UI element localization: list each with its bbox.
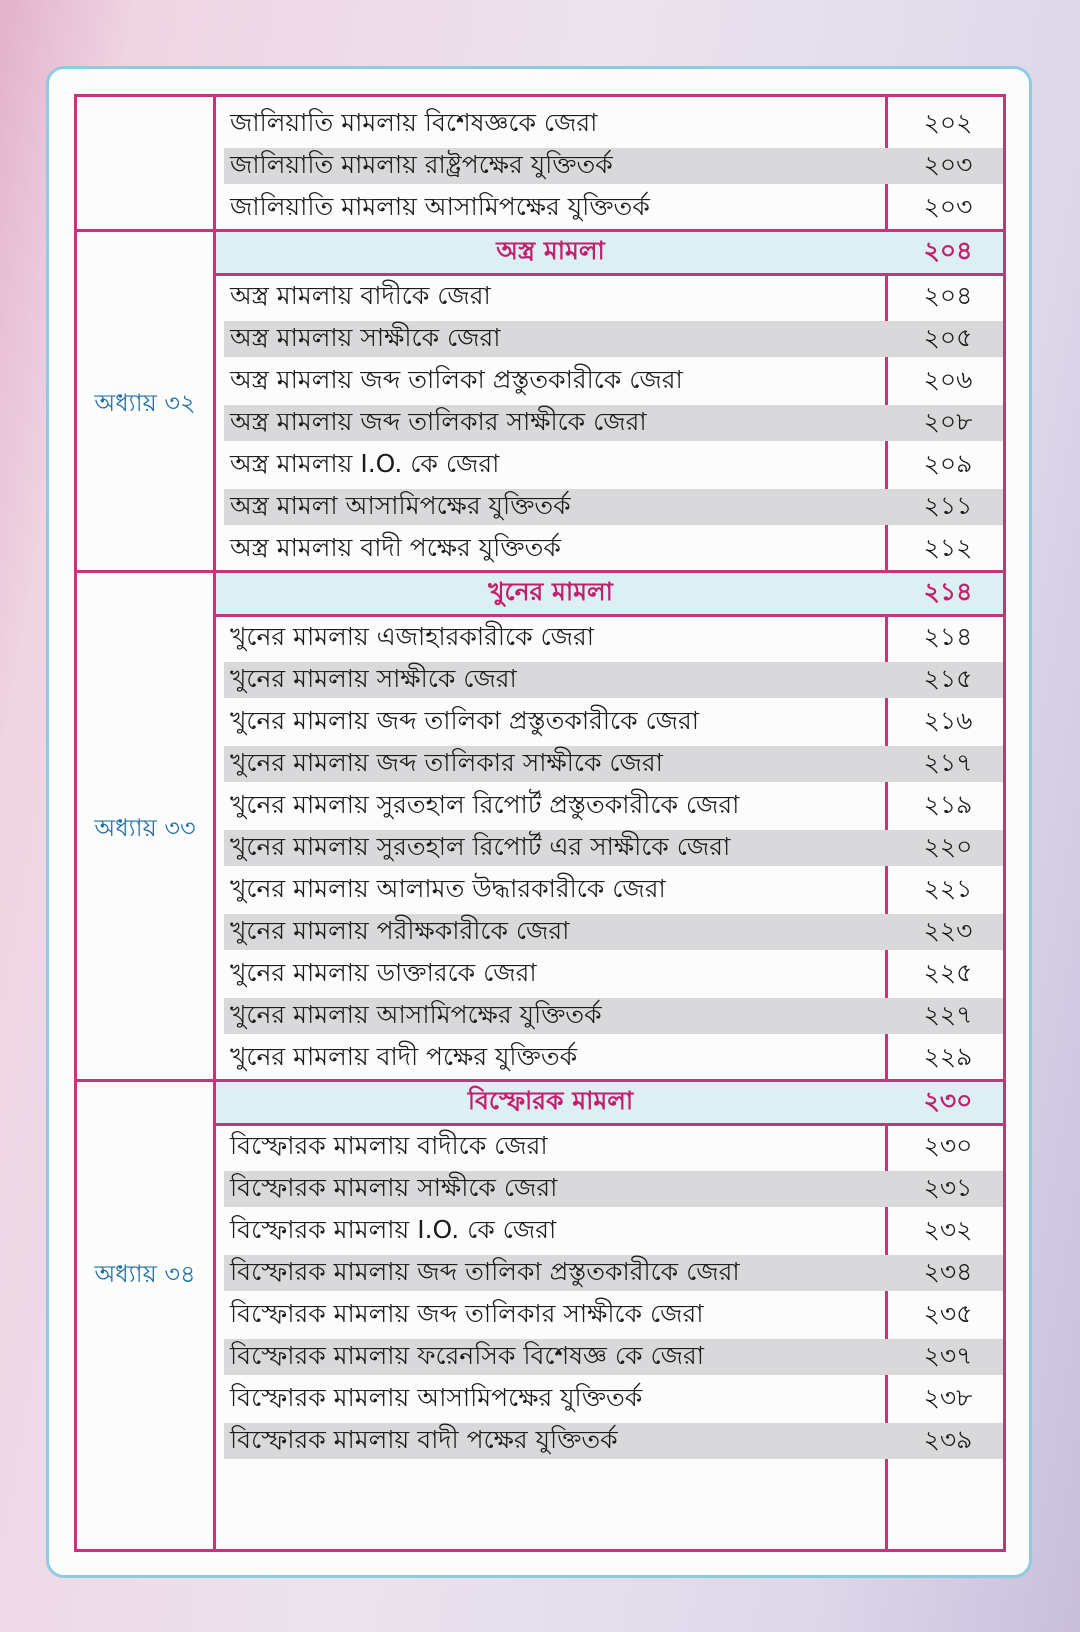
entry-title: খুনের মামলায় সাক্ষীকে জেরা <box>230 663 517 693</box>
entry-page-number: ২১৯ <box>923 789 973 819</box>
entry-title: জালিয়াতি মামলায় বিশেষজ্ঞকে জেরা <box>230 107 598 137</box>
entry-page-number: ২৩৯ <box>923 1424 973 1454</box>
toc-entry[interactable] <box>216 953 1003 995</box>
toc-entry[interactable] <box>216 1168 1003 1210</box>
entry-page-number: ২৩৫ <box>923 1298 973 1328</box>
entry-title: জালিয়াতি মামলায় আসামিপক্ষের যুক্তিতর্ক <box>230 191 650 221</box>
entry-title: খুনের মামলায় আসামিপক্ষের যুক্তিতর্ক <box>230 999 602 1029</box>
toc-entry[interactable] <box>216 659 1003 701</box>
entry-page-number: ২০৩ <box>923 149 973 179</box>
entry-page-number: ২২০ <box>923 831 973 861</box>
entry-page-number: ২০৫ <box>923 322 973 352</box>
toc-entry[interactable] <box>216 187 1003 229</box>
entry-title: খুনের মামলায় সুরতহাল রিপোর্ট এর সাক্ষীকে জেরা <box>230 831 731 861</box>
toc-entry[interactable] <box>216 869 1003 911</box>
toc-entry[interactable] <box>216 1294 1003 1336</box>
section-heading-title: বিস্ফোরক মামলা <box>467 1086 634 1115</box>
entry-title: বিস্ফোরক মামলায় জব্দ তালিকা প্রস্তুতকারীকে জেরা <box>230 1256 740 1286</box>
toc-entry[interactable] <box>216 1126 1003 1168</box>
entry-page-number: ২৩৮ <box>923 1382 973 1412</box>
entry-title: বিস্ফোরক মামলায় বাদী পক্ষের যুক্তিতর্ক <box>230 1424 618 1454</box>
entry-page-number: ২১৪ <box>923 621 973 651</box>
entry-page-number: ২০৩ <box>923 191 973 221</box>
entry-page-number: ২০৪ <box>923 280 973 310</box>
toc-entry[interactable] <box>216 1420 1003 1462</box>
entry-title: খুনের মামলায় ডাক্তারকে জেরা <box>230 957 537 987</box>
section-heading[interactable] <box>216 232 1003 273</box>
toc-entry[interactable] <box>216 528 1003 570</box>
toc-entry[interactable] <box>216 1336 1003 1378</box>
toc-entry[interactable] <box>216 743 1003 785</box>
toc-entry[interactable] <box>216 1037 1003 1079</box>
section-heading[interactable] <box>216 573 1003 614</box>
entry-page-number: ২২৫ <box>923 957 973 987</box>
section-heading[interactable] <box>216 1082 1003 1123</box>
toc-entry[interactable] <box>216 276 1003 318</box>
toc-entry[interactable] <box>216 1252 1003 1294</box>
entry-title: খুনের মামলায় সুরতহাল রিপোর্ট প্রস্তুতকারীকে জেরা <box>230 789 740 819</box>
toc-entry[interactable] <box>216 444 1003 486</box>
section-heading-page: ২০৪ <box>923 236 973 265</box>
chapter-label: অধ্যায় ৩৪ <box>94 1260 196 1288</box>
toc-entry[interactable] <box>216 103 1003 145</box>
section-heading-page: ২৩০ <box>923 1086 973 1115</box>
entry-title: অস্ত্র মামলায় I.O. কে জেরা <box>230 448 500 478</box>
entry-page-number: ২২১ <box>923 873 973 903</box>
entry-title: অস্ত্র মামলায় সাক্ষীকে জেরা <box>230 322 501 352</box>
entry-title: খুনের মামলায় আলামত উদ্ধারকারীকে জেরা <box>230 873 666 903</box>
entry-page-number: ২১১ <box>923 490 973 520</box>
entry-page-number: ২১৫ <box>923 663 973 693</box>
toc-entry[interactable] <box>216 827 1003 869</box>
entry-page-number: ২৩২ <box>923 1214 973 1244</box>
entry-title: অস্ত্র মামলায় বাদী পক্ষের যুক্তিতর্ক <box>230 532 561 562</box>
entry-title: অস্ত্র মামলায় জব্দ তালিকার সাক্ষীকে জেরা <box>230 406 647 436</box>
section-heading-title: অস্ত্র মামলা <box>496 236 605 265</box>
entry-title: বিস্ফোরক মামলায় বাদীকে জেরা <box>230 1130 548 1160</box>
entry-page-number: ২১২ <box>923 532 973 562</box>
entry-page-number: ২১৭ <box>923 747 973 777</box>
entry-title: অস্ত্র মামলা আসামিপক্ষের যুক্তিতর্ক <box>230 490 571 520</box>
entry-title: জালিয়াতি মামলায় রাষ্ট্রপক্ষের যুক্তিতর্ক <box>230 149 613 179</box>
entry-page-number: ২৩০ <box>923 1130 973 1160</box>
toc-entry[interactable] <box>216 911 1003 953</box>
entry-page-number: ২০২ <box>923 107 973 137</box>
section-heading-title: খুনের মামলা <box>488 577 613 606</box>
entry-title: অস্ত্র মামলায় জব্দ তালিকা প্রস্তুতকারীকে জেরা <box>230 364 683 394</box>
entry-title: খুনের মামলায় বাদী পক্ষের যুক্তিতর্ক <box>230 1041 578 1071</box>
toc-entry[interactable] <box>216 617 1003 659</box>
entry-title: খুনের মামলায় জব্দ তালিকা প্রস্তুতকারীকে জেরা <box>230 705 700 735</box>
toc-entry[interactable] <box>216 701 1003 743</box>
entry-page-number: ২২৯ <box>923 1041 973 1071</box>
section-heading-page: ২১৪ <box>923 577 973 606</box>
entry-page-number: ২৩৭ <box>923 1340 973 1370</box>
entry-page-number: ২০৮ <box>923 406 973 436</box>
chapter-label: অধ্যায় ৩৩ <box>94 814 196 842</box>
toc-entry[interactable] <box>216 785 1003 827</box>
entry-title: বিস্ফোরক মামলায় জব্দ তালিকার সাক্ষীকে জেরা <box>230 1298 704 1328</box>
toc-entry[interactable] <box>216 1210 1003 1252</box>
entry-title: খুনের মামলায় এজাহারকারীকে জেরা <box>230 621 595 651</box>
entry-page-number: ২০৬ <box>923 364 973 394</box>
toc-entry[interactable] <box>216 995 1003 1037</box>
toc-entry[interactable] <box>216 402 1003 444</box>
entry-title: বিস্ফোরক মামলায় I.O. কে জেরা <box>230 1214 557 1244</box>
entry-page-number: ২৩৪ <box>923 1256 973 1286</box>
entry-title: অস্ত্র মামলায় বাদীকে জেরা <box>230 280 491 310</box>
entry-title: খুনের মামলায় পরীক্ষকারীকে জেরা <box>230 915 570 945</box>
chapter-label: অধ্যায় ৩২ <box>94 389 196 417</box>
toc-entry[interactable] <box>216 1378 1003 1420</box>
entry-page-number: ২২৩ <box>923 915 973 945</box>
entry-page-number: ২৩১ <box>923 1172 973 1202</box>
entry-title: বিস্ফোরক মামলায় ফরেনসিক বিশেষজ্ঞ কে জেরা <box>230 1340 704 1370</box>
toc-entry[interactable] <box>216 318 1003 360</box>
entry-title: বিস্ফোরক মামলায় সাক্ষীকে জেরা <box>230 1172 558 1202</box>
entry-page-number: ২১৬ <box>923 705 973 735</box>
contents-table <box>74 94 1006 1552</box>
toc-entry[interactable] <box>216 145 1003 187</box>
entry-page-number: ২২৭ <box>923 999 973 1029</box>
entry-title: খুনের মামলায় জব্দ তালিকার সাক্ষীকে জেরা <box>230 747 663 777</box>
entry-title: বিস্ফোরক মামলায় আসামিপক্ষের যুক্তিতর্ক <box>230 1382 643 1412</box>
entry-page-number: ২০৯ <box>923 448 973 478</box>
toc-entry[interactable] <box>216 360 1003 402</box>
toc-entry[interactable] <box>216 486 1003 528</box>
